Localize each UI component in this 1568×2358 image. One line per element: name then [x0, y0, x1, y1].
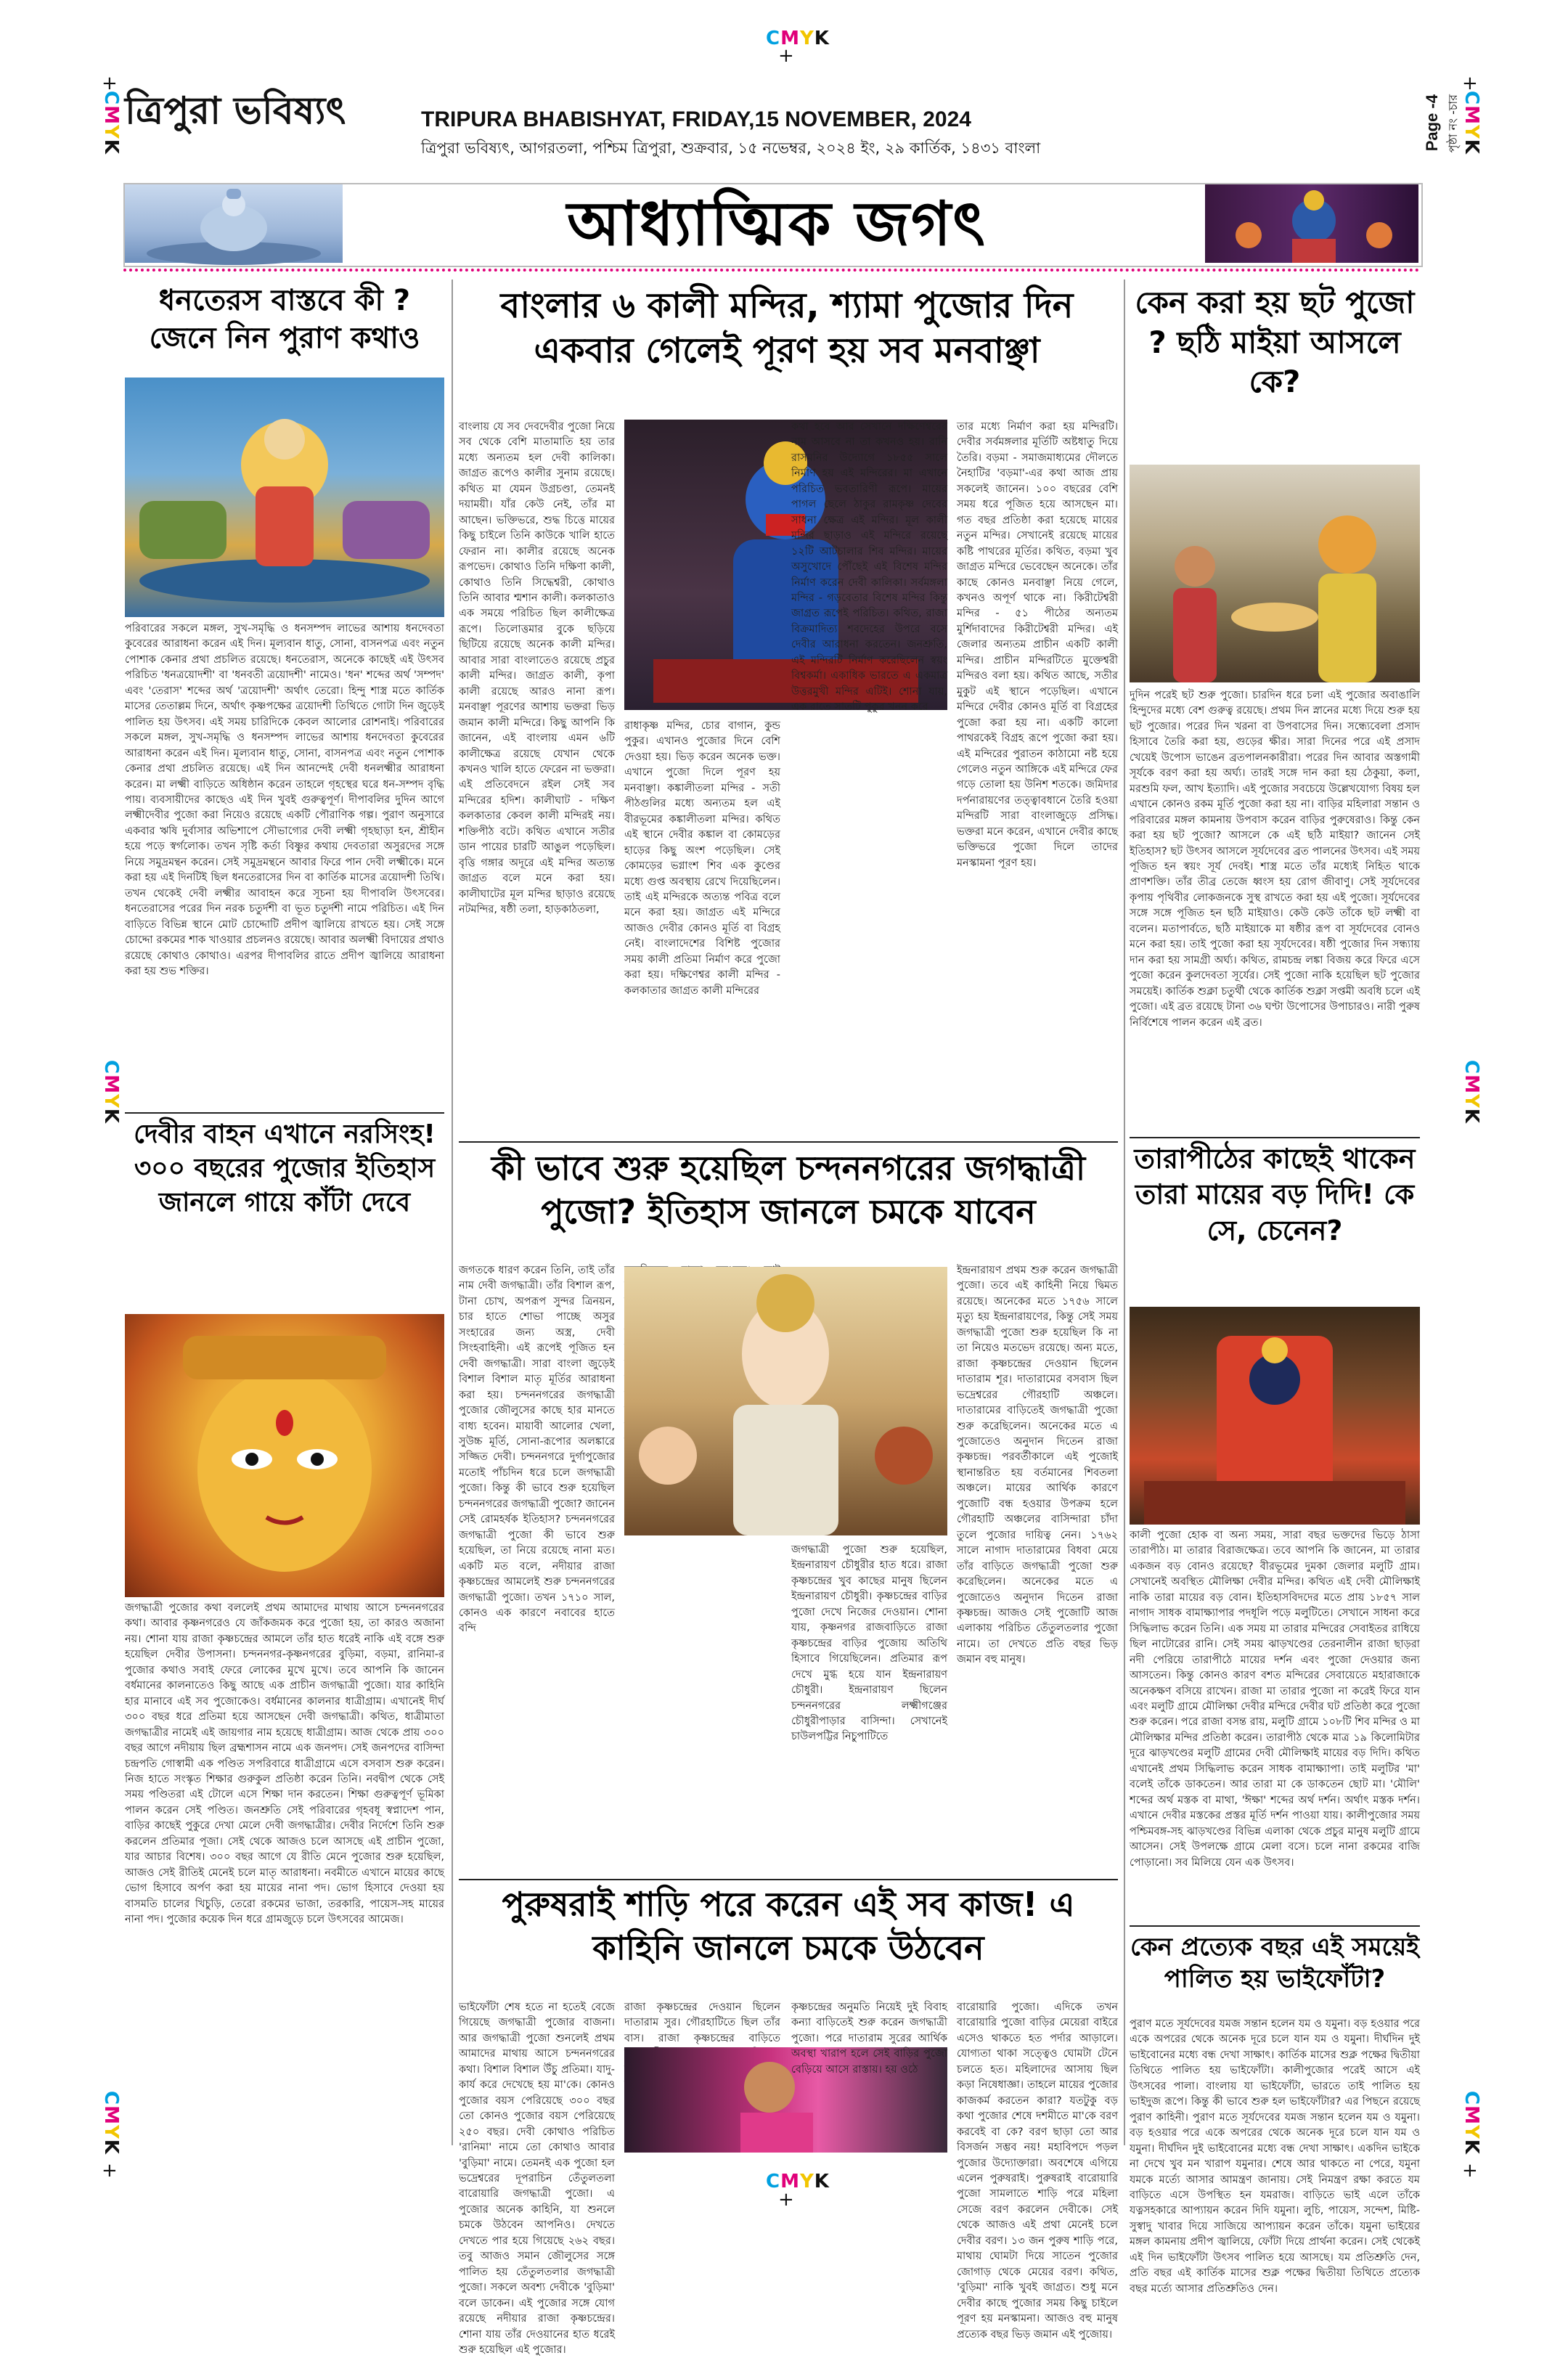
banner-dotted-rule	[123, 269, 1420, 272]
men-saree-col2: রাজা কৃষ্ণচন্দ্রের দেওয়ান ছিলেন দাতারাম সুর। গৌরহাটিতে ছিল তাঁর বাস। রাজা কৃষ্ণচন্দ্রের বাড়িতে	[624, 2002, 780, 2044]
cmyk-y: Y	[799, 2171, 814, 2192]
jagaddhatri-idol-icon	[624, 1267, 947, 1535]
register-mark-bottom: +	[778, 2189, 794, 2211]
narasimha-body: জগদ্ধাত্রী পুজোর কথা বললেই প্রথম আমাদের মাথায় আসে চন্দননগরের কথা। আবার কৃষ্ণনগরেও যে জাঁকজমক করে পুজো হয়, তা কারও অজানা নয়। শোনা যায় রাজা কৃষ্ণচন্দ্রের আমলে তাঁর হাত ধরেই নাকি এই বঙ্গে শুরু হয়েছিল দেবীর উপাসনা। চন্দননগর-কৃষ্ণনগরের বুড়িমা, বড়মা, রানিমা-র পুজোর কথাও সবাই ফেরে লোকের মুখে মুখে। তবে আপনি কি জানেন বর্ধমানের কালনাতেও কিছু আছে এক প্রাচীন জগদ্ধাত্রী পুজো। যার কাহিনি হার মানাবে এই সব পুজোকেও। বর্ধমানের কালনার ধাত্রীগ্রাম। এখানেই দীর্ঘ ৩০০ বছর ধরে প্রতিমা হয়ে আসছেন দেবী জগদ্ধাত্রী। কথিত, ধাত্রীমাতা জগদ্ধাত্রীর নামেই এই জায়গার নাম হয়েছে ধাত্রীগ্রাম। আজ থেকে প্রায় ৩০০ বছর আগে নদীয়ায় ছিল ব্রহ্মশাসন নামে এক জনপদ। সেই জনপদের বাসিন্দা চন্দ্রপতি গোস্বামী এক পণ্ডিত সপরিবারে ধাত্রীগ্রামে এসে বসবাস শুরু করেন। নিজ হাতে সংস্কৃত শিক্ষার গুরুকুল প্রতিষ্ঠা করেন তিনি। নবদ্বীপ থেকে সেই সময় পণ্ডিতরা এই টোলে এসে শিক্ষা দান করতেন। শিক্ষা গুরুত্বপূর্ণ ভূমিকা পালন করেন সেই পণ্ডিত। জনশ্রুতি সেই পরিবারের গৃহবধূ স্বপ্নাদেশ পান, বাড়ির কাছেই পুকুরে দেখা মেলে দেবী জগদ্ধাত্রীর। দেবীর নির্দেশে তিনি শুরু করলেন প্রতিমার পূজা। সেই থেকে আজও চলে আসছে এই প্রাচীন পুজো, যার আচার বিশেষ। ৩০০ বছর আগে যে রীতি মেনে পুজোর শুরু হয়েছিল, আজও সেই রীতিই মেনেই চলে মাতৃ আরাধনা। নবমীতে এখানে মায়ের কাছে ভোগ হিসাবে অর্পণ করা হয় মায়ের নানা পদ। ভোগ হিসাবে দেওয়া হয় বাসমতি চালের খিচুড়ি, তেরো রকমের ভাজা, তরকারি, পায়েস-সহ মায়ের নানা পদ। পুজোর কয়েক দিন ধরে গ্রামজুড়ে চলে উৎসবের আমেজ।	[125, 1602, 444, 1926]
headline-tarapith: তারাপীঠের কাছেই থাকেন তারা মায়ের বড় দিদি! কে সে, চেনেন?	[1134, 1143, 1416, 1247]
chhath-body: দুদিন পরেই ছট শুরু পুজো। চারদিন ধরে চলা এই পুজোর অবাঙালি হিন্দুদের মধ্যে বেশ গুরুত্ব রয়েছে। প্রথম দিন স্নানের মধ্যে দিয়ে শুরু হয় ছট পুজোর। পরের দিন খরনা বা উপবাসের দিন। সন্ধ্যেবেলা প্রসাদ হিসাবে তৈরি করা হয়, গুড়ের ক্ষীর। সারা দিনের পরে এই প্রসাদ খেয়েই উপোস ভাঙেন ব্রতপালনকারীরা। পরের দিন আবার অস্তগামী সূর্যকে বরণ করা হয় অর্ঘ্য। তারই সঙ্গে দান করা হয় ঠেকুয়া, কলা, মরশুমি ফল, আখ ইত্যাদি। এই পুজোর সবচেয়ে উল্লেখযোগ্য বিষয় হল এখানে কোনও রকম মূর্তি পুজো করা হয় না। বাড়ির মহিলারা সন্তান ও পরিবারের মঙ্গল কামনায় উপবাস করেন বাড়ির পুরুষেরাও। কিন্তু কেন করা হয় ছট পুজো? আসলে কে এই ছঠি মাইয়া? জানেন সেই ইতিহাস? ছট উৎসব আসলে সূর্যদেবের ব্রত পালনের উৎসব। এই সময় পূজিত হন স্বয়ং সূর্য দেবই। শাস্ত্র মতে তাঁর মধ্যেই নিহিত থাকে প্রাণশক্তি। তাঁর তীব্র তেজে ধ্বংস হয় রোগ জীবাণু। সেই সূর্যদেবের কৃপায় পৃথিবীর লোকজনকে সুস্থ রাখতে করা হয় এই পুজো। সূর্যদেবের সঙ্গে সঙ্গে পূজিত হন ছঠি মাইয়াও। কেউ কেউ তাঁকে ছট লক্ষ্মী বা বলেন। মতাপার্বতে, ছঠি মাইয়াকে মা ষষ্ঠীর রূপ বা সূর্যদেবের বোনও মনে করা হয়। তাই পুজো করা হয় সূর্যদেবের। ষষ্ঠী পুজোর দিন সন্ধ্যায় দান করা হয় সামগ্ৰী অর্ঘ্য। কথিত, রামচন্দ্র লঙ্কা বিজয় করে ফিরে এসে পুজো করেন কুলদেবতা সূর্যের। সেই পুজো নাকি হয়েছিল ছট পুজোর সময়েই। কার্তিক শুক্লা চতুর্থী থেকে কার্তিক শুক্লা সপ্তমী অবধি চলে এই পুজো। এই ব্রত রয়েছে টানা ৩৬ ঘণ্টা উপোসের উপাচারও। নারী পুরুষ নির্বিশেষে পালন করেন এই ব্রত।	[1130, 690, 1420, 1029]
cmyk-c: C	[1461, 91, 1482, 106]
kali-col3: কথা হবে আর সেখানে দক্ষিণেশ্বরের নাম আসবে না তা কখনও হয়। রানি রাসমনির উদ্যোগে ১৮৫৫ সালে নির্মাণ হয় এই মন্দিরের। মা এখানে পরিচিত ভবতারিণী রূপে। মায়ের পাগল ছেলে ঠাকুর রামকৃষ্ণ দেবের সাধনা ক্ষেত্র এই মন্দির। মূল কালী মন্দির ছাড়াও এই মন্দিরে রয়েছে ১২টি আটচালার শিব মন্দির। মায়ের অসুখোদে পৌঁছেই এই বিশেষ মন্দির নির্মাণ করেন দেবী কালিকা। সর্বমঙ্গলা মন্দির - গড়বেতার বিশেষ মন্দির কিন্তু জাগ্রত রূপেই পরিচিত। কথিত, রাজা বিক্রমাদিত্য শবদেহের উপরে বসে দেবীর আরাধনা করতেন। জনশ্রুতি, এই মন্দিরটি নির্মাণ করেছিলেন স্বয়ং বিশ্বকর্মা। একাধিক ভারতে এ একমাত্র উত্তরমুখী মন্দির এটিই। শোনা যায়, এক রাতে সাতটি পুকুর খনন করে	[791, 421, 947, 714]
headline-chhath: কেন করা হয় ছট পুজো ? ছঠি মাইয়া আসলে কে?	[1135, 285, 1415, 400]
cmyk-mark-top	[766, 28, 830, 49]
men-saree-col3: কৃষ্ণচন্দ্রের অনুমতি নিয়েই দুই বিবাহ কন্যা বাড়িতেই শুরু করেন জগদ্ধাত্রী পুজো। পরে দাতারাম সুরের আর্থিক অবস্থা খারাপ হলে সেই বাড়ির পুজো বেড়িয়ে আসে রাস্তায়। হয় ওঠে	[791, 2002, 947, 2076]
cmyk-c: C	[100, 1060, 122, 1075]
column-divider-right	[1124, 280, 1125, 2145]
register-mark-top: +	[778, 45, 794, 67]
headline-jagaddhatri: কী ভাবে শুরু হয়েছিল চন্দননগরের জগদ্ধাত্রী পুজো? ইতিহাস জানলে চমকে যাবেন	[491, 1149, 1086, 1231]
rule-center-2	[459, 1879, 1118, 1880]
durga-face-icon	[125, 1314, 444, 1597]
cmyk-c: C	[766, 28, 781, 49]
cmyk-k: K	[100, 1108, 122, 1124]
dhanteras-body: পরিবারের সকলে মঙ্গল, সুখ-সমৃদ্ধি ও ধনসম্পদ লাভের আশায় ধনদেবতা কুবেরের আরাধনা করেন এই দিন। মূল্যবান ধাতু, সোনা, বাসনপত্র এবং নতুন পোশাক কেনার প্রথা প্রচলিত রয়েছে। ধনতেরাস, অনেকে কাছেই এই উৎসব পরিচিত 'ধনত্রয়োদশী' বা 'ধনবতী ত্রয়োদশী' নামেও। 'ধন' শব্দের অর্থ 'সম্পদ' এবং 'তেরাস' শব্দের অর্থ 'ত্রয়োদশী' অর্থাৎ তেরো। হিন্দু শাস্ত্র মতে কার্তিক মাসের তেতাল্লম দিনে, অর্থাৎ কৃষ্ণপক্ষের ত্রয়োদশী তিথিতে গোটা দিন জুড়েই পালিত হয় উৎসব। এই সময় চারিদিকে কেবল আলোর রোশনাই। পরিবারের সকলে মঙ্গল, সুখ-সমৃদ্ধি ও ধনসম্পদ লাভের আশায় ধনদেবতা কুবেরের আরাধনা করেন এই দিন। মূল্যবান ধাতু, সোনা, বাসনপত্র এবং নতুন পোশাক কেনার প্রথা প্রচলিত রয়েছে। এই দিন আনন্দেই দেবী ধনলক্ষ্মীর আরাধনা করেন। মা লক্ষ্মী বাড়িতে অধিষ্ঠান করেন তাহলে গৃহস্থের ঘরে ধন-সম্পদ বৃদ্ধি পায়। ব্যবসায়ীদের কাছেও এই দিন খুবই গুরুত্বপূর্ণ। দীপাবলির দুদিন আগে লক্ষ্মীদেবীর পুজো করা নিয়েও রয়েছে একটি পৌরাণিক গল্প। পুরাণ অনুসারে একবার ঋষি দুর্বাসার অভিশাপে সৌভাগ্যের দেবী লক্ষ্মী গৃহছাড়া হন, শ্রীহীন হয়ে পড়ে স্বর্গলোক। তখন সৃষ্টি কর্তা বিষ্ণুর কথায় দেবতারা অসুরদের সঙ্গে নিয়ে সমুদ্রমন্থন করেন। সেই সমুদ্রমন্থনে আবার ফিরে পান দেবী লক্ষ্মীকে। মনে করা হয় এই দিনটিই ছিল ধনতেরাসের দিন বা কার্তিক মাসের ত্রয়োদশী তিথি। তখন থেকেই দেবী লক্ষ্মীর আবাহন করে সূচনা হয় দীপাবলি উৎসবের। ধনতেরাসের পরের দিন নরক চতুর্দশী বা ভূত চতুর্দশী নামে পরিচিত। এই দিন বাড়িতে বিভিন্ন স্থানে মোট চোদ্দোটি প্রদীপ জ্বালিয়ে রাখতে হয়। সেই সঙ্গে চোদ্দো রকমের শাক খাওয়ার প্রচলনও রয়েছে। আবার অলক্ষ্মী বিদায়ের প্রথাও রয়েছে কোথাও কোথাও। এরপর দীপাবলির রাতে প্রদীপ জ্বালিয়ে আরাধনা করা হয় শুভ শক্তির।	[125, 623, 444, 977]
cmyk-y: Y	[100, 2124, 122, 2139]
shiva-figure-icon	[125, 184, 343, 263]
jagaddhatri-col1: জগতকে ধারণ করেন তিনি, তাই তাঁর নাম দেবী জগদ্ধাত্রী। তাঁর বিশাল রূপ, টানা চোখ, অপরূপ সুন্দর ত্রিনয়ন, চার হাতে শোভা পাচ্ছে অসুর সংহারের জন্য অস্ত্র, দেবী সিংহবাহিনী। এই রূপেই পূজিত হন দেবী জগদ্ধাত্রী। সারা বাংলা জুড়েই বিশাল বিশাল মাতৃ মূর্তির আরাধনা করা হয়। চন্দননগরের জগদ্ধাত্রী পুজোর জৌলুসের কাছে হার মানতে বাধ্য হবেন। মায়াবী আলোর খেলা, সুউচ্চ মূর্তি, সোনা-রূপোর অলঙ্কারে সজ্জিত দেবী। চন্দননগরে দুর্গাপুজোর মতোই পাঁচদিন ধরে চলে জগদ্ধাত্রী পুজো। কিন্তু কী ভাবে শুরু হয়েছিল চন্দননগরের জগদ্ধাত্রী পুজো? জানেন সেই রোমহর্ষক ইতিহাস? চন্দননগরের জগদ্ধাত্রী পুজো কী ভাবে শুরু হয়েছিল, তা নিয়ে রয়েছে নানা মত। একটি মত বলে, নদীয়ার রাজা কৃষ্ণচন্দ্রের আমলেই শুরু চন্দননগরের জগদ্ধাত্রী পুজো। তখন ১৭১০ সাল, কোনও এক কারণে নবাবের হাতে বন্দি	[459, 1265, 615, 1635]
men-saree-col4: বারোয়ারি পুজো। এদিকে তখন বারোয়ারি পুজো বাড়ির মেয়েরা বাইরে এসেও থাকতে হত পর্দার আড়ালে। যোগ্যতা থাকা সত্ত্বেও ঘোমটা টেনে চলতে হত। মহিলাদের আসায় ছিল কড়া নিষেধাজ্ঞা। তাহলে মায়ের পুজোর কাজকর্ম করতেন কারা? যতটুকু বড় কথা পুজোর শেষে দশমীতে মা'কে বরণ করবেই বা কে? বরণ ছাড়া তো আর বিসর্জন সম্ভব নয়! মহাবিপদে পড়ল পুজোর উদ্যোক্তারা। অবশেষে এগিয়ে এলেন পুরুষরাই। পুরুষরাই বারোয়ারি পুজো সামলাতে শাড়ি পরে মহিলা সেজে বরণ করলেন দেবীকে। সেই থেকে আজও এই প্রথা মেনেই চলে দেবীর বরণ। ১৩ জন পুরুষ শাড়ি পরে, মাথায় ঘোমটা দিয়ে সাতেন পুজোর জোগাড় থেকে মেয়ের বরণ। কথিত, 'বুড়িমা' নাকি খুবই জাগ্রত। শুধু মনে দেবীর কাছে পুজোর সময় কিছু চাইলে পূরণ হয় মনস্কামনা। আজও বহু মানুষ প্রত্যেক বছর ভিড় জমান এই পুজোয়।	[957, 2002, 1118, 2341]
cmyk-mark-right-mid	[1461, 1060, 1482, 1124]
bhaiphonta-body: পুরাণ মতে সূর্যদেবের যমজ সন্তান হলেন যম ও যমুনা। বড় হওয়ার পরে একে অপরের থেকে অনেক দূরে চলে যান যম ও যমুনা। দীর্ঘদিন দুই ভাইবোনের মধ্যে বন্ধ দেখা সাক্ষাৎ। কার্তিক মাসের শুক্ল পক্ষের দ্বিতীয়া তিথিতে পালিত হয় ভাইফোঁটা। কালীপুজোর পরেই আসে এই উৎসবের পালা। বাংলায় যা ভাইফোঁটা, ভারতে তাই পালিত হয় ভাইদুজ রূপে। কিন্তু কী ভাবে শুরু হল ভাইফোঁটার? এর পিছনে রয়েছে পুরাণ কাহিনী। পুরাণ মতে সূর্যদেবের যমজ সন্তান হলেন যম ও যমুনা। বড় হওয়ার পরে একে অপরের থেকে অনেক দূরে চলে যান যম ও যমুনা। দীর্ঘদিন দুই ভাইবোনের মধ্যে বন্ধ দেখা সাক্ষাৎ। একদিন ভাইকে না দেখে খুব মন খারাপ যমুনার। শেষে আর থাকতে না পেরে, যমুনা যমকে মর্ত্যে আসার আমন্ত্রণ জানায়। সেই নিমন্ত্রণ রক্ষা করতে যম বাড়িতে এসে উপস্থিত হন যমরাজ। বাড়িতে ভাই এলে তাঁকে যত্নসহকারে আপ্যায়ন করেন দিদি যমুনা। লুচি, পায়েস, সন্দেশ, মিষ্টি-সুস্বাদু খাবার দিয়ে সাজিয়ে আপ্যায়ন করেন তাঁকে। যমুনা ভাইয়ের মঙ্গল কামনায় প্রদীপ জ্বালিয়ে, ফোঁটা দিয়ে প্রার্থনা করেন। সেই থেকেই এই দিন ভাইফোঁটা উৎসব পালিত হয়ে আসছে। যম প্রতিশ্রুতি দেন, প্রতি বছর এই কার্তিক মাসের শুক্ল পক্ষের দ্বিতীয়া তিথিতে প্রত্যেক বছর মর্ত্যে আসার প্রতিশ্রুতিও দেন।	[1130, 2018, 1420, 2295]
tarapith-body: কালী পুজো হোক বা অন্য সময়, সারা বছর ভক্তদের ভিড়ে ঠাসা তারাপীঠ। মা তারার বিরাজক্ষেত্র। তবে আপনি কি জানেন, মা তারার একজন বড় বোনও রয়েছে? বীরভূমের দুমকা জেলার মলুটি গ্রাম। সেখানেই অবস্থিত মৌলিক্ষা দেবীর মন্দির। কথিত এই দেবী মৌলিক্ষাই নাকি তারা মায়ের বড় বোন। ইতিহাসবিদদের মতে প্রায় ১৮৫৭ সাল নাগাদ সাধক বামাক্ষ্যাপার পদধূলি পড়ে মলুটিতে। সেখানে সাধনা করে সিদ্ধিলাভ করেন তিনি। এক সময় মা তারার মন্দিরের সেবাইতর রাধিয়ে ছিল নাটোরের রানি। সেই সময় ঝাড়খণ্ডের তেরনালীন রাজা ছাড়রা নদী পেরিয়ে তারাপীঠে মায়ের দর্শন এবং পুজো দেওয়ার জন্য আসতেন। কিন্তু কোনও কারণ বশত মন্দিরের সেবায়েতে মহারাজাকে অনেকক্ষণ বসিয়ে রাখেন। রাজা মা তারার পুজো না করেই ফিরে যান এবং মলুটি গ্রামে মৌলিক্ষা দেবীর মন্দিরে দেবীর ঘট প্রতিষ্ঠা করে পুজো শুরু করেন। পরে রাজা বসন্ত রায়, মলুটি গ্রামে ১০৮টি শিব মন্দির ও মা মৌলিক্ষার মন্দির প্রতিষ্ঠা করেন। তারাপীঠ থেকে মাত্র ১৯ কিলোমিটার দূরে ঝাড়খণ্ডের মলুটি গ্রামের দেবী মৌলিক্ষাই মায়ের বড় দিদি। কথিত এখানেই প্রথম সিদ্ধিলাভ করেন সাধক বামাক্ষ্যাপা। তাই মলুটির 'মা' বলেই তাঁকে ডাকতেন। আর তারা মা কে ডাকতেন ছোট মা। 'মৌলি' শব্দের অর্থ মস্তক বা মাথা, 'ঈক্ষা' শব্দের অর্থ দর্শন। অর্থাৎ মস্তক দর্শন। এখানে দেবীর মস্তকের প্রস্তর মূর্তি দর্শন পাওয়া যায়। কালীপুজোর সময় পশ্চিমবঙ্গ-সহ ঝাড়খণ্ডের বিভিন্ন এলাকা থেকে প্রচুর মানুষ মলুটি গ্রামে আসেন। সেই উপলক্ষে গ্রামে মেলা বসে। চলে নানা রকমের বাজি পোড়ানো। সব মিলিয়ে যেন এক উৎসব।	[1130, 1530, 1420, 1869]
dhanteras-image	[125, 378, 444, 617]
masthead-bengali-line: ত্রিপুরা ভবিষ্যৎ, আগরতলা, পশ্চিম ত্রিপুরা, শুক্রবার, ১৫ নভেম্বর, ২০২৪ ইং, ২৯ কার্তিক, ১৪৩১ বাংলা	[421, 139, 1041, 157]
kali-figure-icon	[1205, 184, 1418, 263]
kali-col1: বাংলায় যে সব দেবদেবীর পুজো নিয়ে সব থেকে বেশি মাতামাতি হয় তার মধ্যে অন্যতম হল দেবী কালিকা। জাগ্রত রূপেও কালীর সুনাম রয়েছে। কথিত মা যেমন উগ্রচণ্ডা, তেমনই দয়াময়ী। যাঁর কেউ নেই, তাঁর মা আছেন। ভক্তিভরে, শুদ্ধ চিত্তে মায়ের কিছু চাইলে তিনি কাউকে খালি হাতে ফেরান না। কালীর রয়েছে অনেক রূপভেদ। কোথাও তিনি দক্ষিণা কালী, কোথাও তিনি সিদ্ধেশ্বরী, কোথাও তিনি আবার শ্মশান কালী। কলকাতাও এক সময়ে পরিচিত ছিল কালীক্ষেত্র রূপে। তিলোত্তমার বুকে ছড়িয়ে ছিটিয়ে রয়েছে অনেক কালী মন্দির। আবার সারা বাংলাতেও রয়েছে প্রচুর কালী মন্দির। জাগ্রত কালী, কৃপা কালী রয়েছে আরও নানা রূপ। মনবাঞ্ছা পূরণের আশায় ভক্তরা ভিড় জমান কালী মন্দিরে। কিছু আপনি কি জানেন, এই বাংলায় এমন ৬টি কালীক্ষেত্র রয়েছে যেখান থেকে কখনও খালি হাতে ফেরেন না ভক্তরা। এই প্রতিবেদনে রইল সেই সব মন্দিরের হদিশ। কালীঘাট - দক্ষিণ কলকাতার কেবল কালী মন্দিরই নয়। শক্তিপীঠ বটে। কথিত এখানে সতীর ডান পায়ের চারটি আঙুল পড়েছিল। বৃত্তি গঙ্গার অদূরে এই মন্দির অত্যন্ত জাগ্রত বলে মনে করা হয়। কালীঘাটের মূল মন্দির ছাড়াও রয়েছে নটমন্দির, ষষ্ঠী তলা, হাড়কাঠতলা,	[459, 421, 615, 916]
headline-bhaiphonta: কেন প্রত্যেক বছর এই সময়েই পালিত হয় ভাইফোঁটা?	[1130, 1933, 1419, 1994]
cmyk-c: C	[1461, 2091, 1482, 2106]
cmyk-y: Y	[1461, 1093, 1482, 1109]
headline-kali: বাংলার ৬ কালী মন্দির, শ্যামা পুজোর দিন একবার গেলেই পূরণ হয় সব মনবাঞ্ছা	[500, 285, 1074, 372]
kali-col2: রাধাকৃষ্ণ মন্দির, চোর বাগান, কুন্ড পুকুর। এখানও পুজোর দিনে বেশি দেওয়া হয়। ভিড় করেন অনেক ভক্ত। এখানে পুজো দিলে পূরণ হয় মনবাঞ্ছা। কঙ্কালীতলা মন্দির - সতী পীঠগুলির মধ্যে অন্যতম হল এই বীরভূমের কঙ্কালীতলা মন্দির। কথিত এই স্থানে দেবীর কঙ্কাল বা কোমড়ের হাড়ের কিছু অংশ পড়েছিল। সেই কোমড়ের ভগ্নাংশ শিব এক কুণ্ডের মধ্যে গুপ্ত অবস্থায় রেখে দিয়েছিলেন। তাই এই মন্দিরকে অত্যন্ত পবিত্র বলে মনে করা হয়। জাগ্রত এই মন্দিরে আজও দেবীর কোনও মূর্তি বা বিগ্রহ নেই। বাংলাদেশের বিশিষ্ট পুজোর সময় কালী প্রতিমা নির্মাণ করে পুজো করা হয়। দক্ষিণেশ্বর কালী মন্দির - কলকাতার জাগ্রত কালী মন্দিরের	[624, 720, 780, 997]
cmyk-y: Y	[799, 28, 814, 49]
tarapith-idol-image	[1130, 1307, 1420, 1525]
cmyk-k: K	[1461, 1108, 1482, 1124]
cmyk-y: Y	[100, 1093, 122, 1109]
register-mark-left-bottom: +	[102, 2160, 118, 2182]
cmyk-m: M	[100, 2105, 122, 2125]
cmyk-c: C	[766, 2171, 781, 2192]
cmyk-m: M	[1461, 1074, 1482, 1094]
section-title: আধ্যাত্মিক জগৎ	[567, 188, 987, 259]
register-mark-right-top: +	[1462, 73, 1478, 94]
jagaddhatri-col3: জগদ্ধাত্রী পুজো শুরু হয়েছিল, ইন্দ্রনারায়ণ চৌধুরীর হাত ধরে। রাজা কৃষ্ণচন্দ্রের খুব কাছের মানুষ ছিলেন ইন্দ্রনারায়ণ চৌধুরী। কৃষ্ণচন্দ্রের বাড়ির পুজো দেখে নিজের দেওয়ান। শোনা যায়, কৃষ্ণনগর রাজবাড়িতে রাজা কৃষ্ণচন্দ্রের বাড়ির পুজোয় অতিথি হিসাবে গিয়েছিলেন। প্রতিমার রূপ দেখে মুগ্ধ হয়ে যান ইন্দ্রনারায়ণ চৌধুরী। ইন্দ্রনারায়ণ ছিলেন চন্দননগরের লক্ষ্মীগঞ্জের চৌধুরীপাড়ার বাসিন্দা। সেখানেই চাউলপট্টির নিচুপাটিতে	[791, 1544, 947, 1743]
kali-col3-overflow	[791, 719, 947, 1135]
chhath-devotees-icon	[1130, 465, 1420, 682]
cmyk-mark-left-bottom	[100, 2091, 122, 2155]
rule-right-1	[1130, 1137, 1420, 1138]
cmyk-k: K	[814, 2171, 830, 2192]
cmyk-k: K	[100, 139, 122, 155]
rule-center-1	[459, 1141, 1118, 1143]
cmyk-mark-left-top	[100, 91, 122, 155]
cmyk-y: Y	[100, 124, 122, 139]
cmyk-m: M	[100, 105, 122, 125]
shiva-banner-image	[125, 184, 343, 263]
headline-dhanteras: ধনতেরস বাস্তবে কী ? জেনে নিন পুরাণ কথাও	[149, 284, 420, 355]
jagaddhatri-idol-image	[624, 1267, 947, 1535]
page-number: Page -4	[1423, 94, 1441, 152]
lakshmi-churning-icon	[125, 378, 444, 617]
newspaper-name: ত্রিপুরা ভবিষ্যৎ	[125, 89, 346, 133]
kali-col4: তার মধ্যে নির্মাণ করা হয় মন্দিরটি। দেবীর সর্বমঙ্গলার মূর্তিটি অষ্টধাতু দিয়ে তৈরি। বড়মা - সমাজমাধ্যমের দৌলতে নৈহাটির 'বড়মা'-এর কথা আজ প্রায় সকলেই জানেন। ১০০ বছরের বেশি সময় ধরে পূজিত হয়ে আসছেন মা। গত বছর প্রতিষ্ঠা করা হয়েছে মায়ের নতুন মন্দির। সেখানেই রয়েছে মায়ের কষ্টি পাথরের মূর্তির। কথিত, বড়মা খুব জাগ্রত মন্দিরে ভেবেছেন অনেকে। তাঁর কাছে কোনও মনবাঞ্ছা নিয়ে গেলে, কখনও অপূর্ণ থাকে না। কিরীটেশ্বরী মন্দির - ৫১ পীঠের অন্যতম মুর্শিদাবাদের কিরীটেশ্বরী মন্দির। এই জেলার অন্যতম প্রাচীন একটি কালী মন্দির। প্রাচীন মন্দিরটিতে মুক্তেশ্বরী মন্দিরও বলা হয়। কথিত আছে, সতীর মুকুট এই স্থানে পড়েছিল। এখানে মন্দিরে দেবীর কোনও মূর্তি বা বিগ্রহের পুজো করা হয় না। একটি কালো পাথরকেই বিগ্রহ রূপে পুজো করা হয়। এই মন্দিরের পুরাতন কাঠামো নষ্ট হয়ে গেলেও নতুন আঙ্গিকে এই মন্দিরে ফের গড়ে তোলা হয় উনিশ শতকে। জমিদার দর্পনারায়ণের তত্ত্বাবধানে তৈরি হওয়া মন্দিরটি সারা বাংলাজুড়ে প্রসিদ্ধ। ভক্তরা মনে করেন, এখানে দেবীর কাছে ভক্তিভরে পুজো দিলে তাদের মনস্কামনা পূরণ হয়।	[957, 421, 1118, 869]
register-mark-right-bottom: +	[1462, 2160, 1478, 2182]
cmyk-mark-right-bottom	[1461, 2091, 1482, 2155]
cmyk-c: C	[100, 91, 122, 106]
cmyk-c: C	[100, 2091, 122, 2106]
rule-right-2	[1130, 1925, 1420, 1927]
cmyk-mark-left-mid	[100, 1060, 122, 1124]
cmyk-k: K	[814, 28, 830, 49]
cmyk-m: M	[1461, 105, 1482, 125]
headline-men-saree: পুরুষরাই শাড়ি পরে করেন এই সব কাজ! এ কাহিনি জানলে চমকে উঠবেন	[502, 1885, 1075, 1967]
narasimha-jagaddhatri-image	[125, 1314, 444, 1597]
chhath-image	[1130, 465, 1420, 682]
headline-narasimha: দেবীর বাহন এখানে নরসিংহ! ৩০০ বছরের পুজোর ইতিহাস জানলে গায়ে কাঁটা দেবে	[134, 1119, 436, 1217]
page-number-bn: পৃষ্ঠা নং -চার	[1446, 94, 1460, 153]
cmyk-k: K	[1461, 139, 1482, 155]
cmyk-m: M	[100, 1074, 122, 1094]
cmyk-mark-bottom	[766, 2171, 830, 2192]
cmyk-m: M	[780, 28, 800, 49]
cmyk-k: K	[1461, 2139, 1482, 2155]
rule-left-1	[125, 1112, 444, 1114]
masthead-english-line: TRIPURA BHABISHYAT, FRIDAY,15 NOVEMBER, 2024	[421, 107, 971, 131]
cmyk-y: Y	[1461, 124, 1482, 139]
cmyk-mark-right-top	[1461, 91, 1482, 155]
column-divider-left	[452, 280, 453, 2145]
cmyk-c: C	[1461, 1060, 1482, 1075]
men-saree-col1: ভাইফোঁটা শেষ হতে না হতেই বেজে গিয়েছে জগদ্ধাত্রী পুজোর বাজনা। আর জগদ্ধাত্রী পুজো শুনলেই প্রথম আমাদের মাথায় আসে চন্দননগরের কথা। বিশাল বিশাল উঁচু প্রতিমা। যাদু-কার্য করে দেখেছে হয় মা'কে। কোনও পুজোর বয়স পেরিয়েছে ৩০০ বছর তো কোনও পুজোর বয়স পেরিয়েছে ২৫০ বছর। দেবী কোথাও পরিচিত 'রানিমা' নামে তো কোথাও আবার 'বুড়িমা' নামে। তেমনই এক পুজো হল ভদ্রেশ্বরের দূপরাচিন তেঁতুলতলা বারোয়ারি জগদ্ধাত্রী পুজো। এ পুজোর অনেক কাহিনি, যা শুনলে চমকে উঠবেন আপনিও। দেখতে দেখতে পার হয়ে গিয়েছে ২৬২ বছর। তবু আজও সমান জৌলুসের সঙ্গে পালিত হয় তেঁতুলতলার জগদ্ধাত্রী পুজো। সকলে অবশ্য দেবীকে 'বুড়িমা' বলে ডাকেন। এই পুজোর সঙ্গে যোগ রয়েছে নদীয়ার রাজা কৃষ্ণচন্দ্রের। শোনা যায় তাঁর দেওয়ানের হাত ধরেই শুরু হয়েছিল এই পুজোর।	[459, 2002, 615, 2356]
cmyk-m: M	[780, 2171, 800, 2192]
jagaddhatri-col4: ইন্দ্রনারায়ণ প্রথম শুরু করেন জগদ্ধাত্রী পুজো। তবে এই কাহিনী নিয়ে দ্বিমত রয়েছে। অনেকের মতে ১৭৫৬ সালে মৃত্যু হয় ইন্দ্রনারায়ণের, কিন্তু সেই সময় জগদ্ধাত্রী পুজো শুরু হয়েছিল কি না তা নিয়েও মতভেদ রয়েছে। অন্য মতে, রাজা কৃষ্ণচন্দ্রের দেওয়ান ছিলেন দাতারাম শূর। দাতারামের বসবাস ছিল ভদ্রেশ্বরের গৌরহাটি অঞ্চলে। দাতারামের বাড়িতেই জগদ্ধাত্রী পুজো শুরু করেছিলেন। অনেকের মতে এ পুজোতেও অনুদান দিতেন রাজা কৃষ্ণচন্দ্র। পরবর্তীকালে এই পুজোই স্থানান্তরিত হয় বর্তমানের শিবতলা অঞ্চলে। মায়ের আর্থিক কারণে পুজোটি বন্ধ হওয়ার উপক্রম হলে গৌরহাটি অঞ্চলের বাসিন্দারা চাঁদা তুলে পুজোর দায়িত্ব নেন। ১৭৬২ সালে নাগাদ দাতারামের বিধবা মেয়ে তাঁর বাড়িতে জগদ্ধাত্রী পুজো শুরু করেছিলেন। অনেকের মতে এ পুজোতেও অনুদান দিতেন রাজা কৃষ্ণচন্দ্র। আজও সেই পুজোটি আজ এলাকায় পরিচিত তেঁতুলতলার পুজো নামে। তা দেখতে প্রতি বছর ভিড় জমান বহু মানুষ।	[957, 1265, 1118, 1666]
tara-idol-icon	[1130, 1307, 1420, 1525]
register-mark-left-top: +	[102, 73, 118, 94]
cmyk-k: K	[100, 2139, 122, 2155]
kali-banner-image	[1205, 184, 1418, 263]
cmyk-m: M	[1461, 2105, 1482, 2125]
cmyk-y: Y	[1461, 2124, 1482, 2139]
